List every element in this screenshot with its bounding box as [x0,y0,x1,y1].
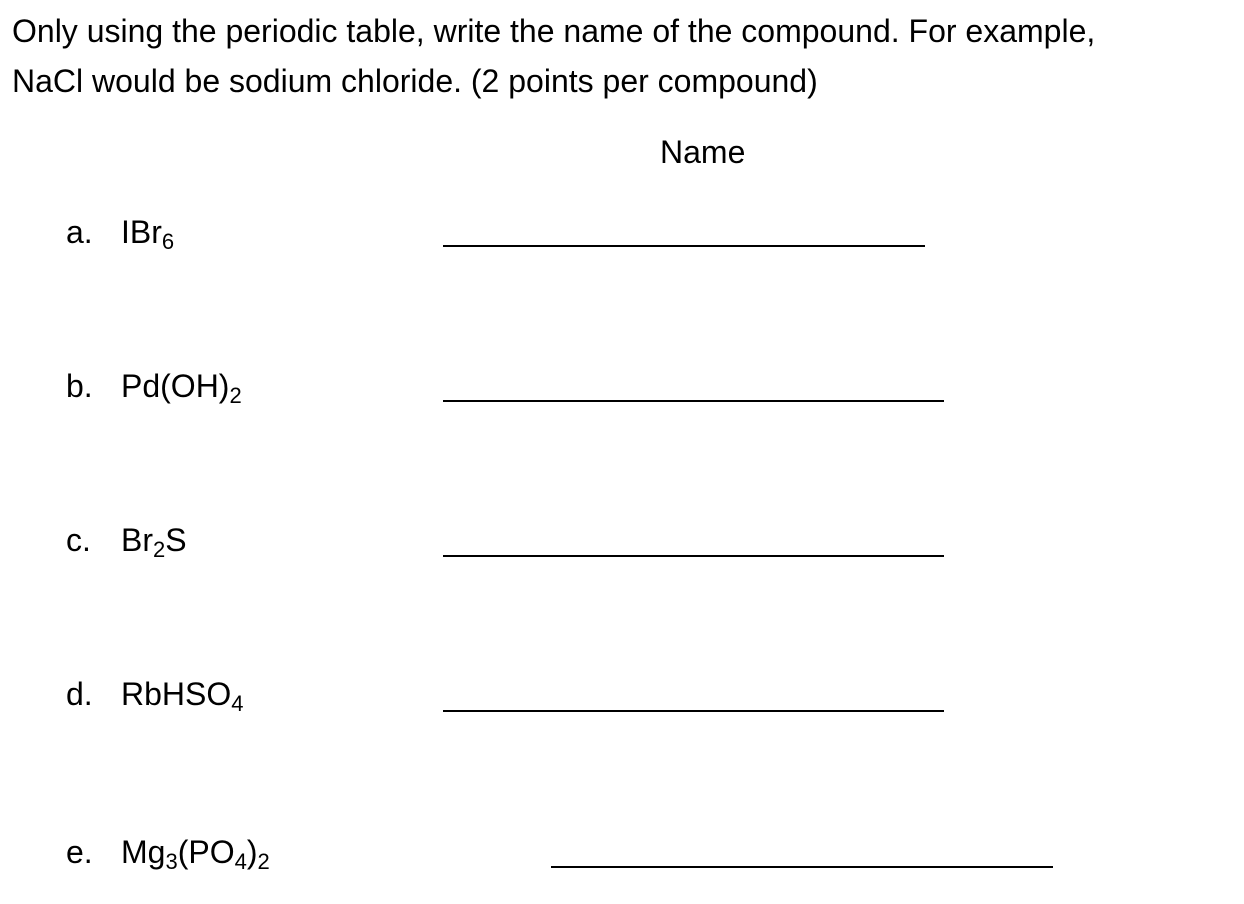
question-letter: c. [66,522,91,558]
question-a [66,212,174,252]
compound-formula [121,676,244,716]
formula-text: ) [246,834,258,870]
name-column-header: Name [660,134,746,170]
formula-subscript: 2 [257,849,270,874]
question-letter: d. [66,676,93,712]
answer-blank-d[interactable] [443,710,944,712]
instructions-text [12,6,1240,106]
answer-blank-c[interactable] [443,555,944,557]
formula-subscript: 4 [231,691,244,716]
formula-text: Br [121,522,153,558]
question-b [66,366,242,406]
answer-blank-a[interactable] [443,245,925,247]
question-letter: e. [66,834,93,870]
formula-subscript: 3 [165,849,178,874]
question-d [66,674,244,714]
formula-text: RbHSO [121,676,232,712]
formula-subscript: 6 [161,229,175,254]
formula-text: Mg [121,834,166,870]
compound-formula [121,522,187,562]
instructions-line-2: NaCl would be sodium chloride. (2 points per compound) [12,63,818,99]
formula-text: (PO [177,834,235,870]
formula-text: S [165,522,187,558]
formula-subscript: 2 [229,383,242,408]
question-letter: a. [66,214,93,250]
question-e [66,832,270,872]
formula-subscript: 2 [153,537,166,562]
formula-text: IBr [121,214,162,250]
compound-formula [121,368,242,408]
question-c [66,520,187,560]
formula-text: Pd(OH) [121,368,230,404]
instructions-line-1: Only using the periodic table, write the name of the compound. For example, [12,13,1096,49]
answer-blank-b[interactable] [443,400,944,402]
question-letter: b. [66,368,93,404]
compound-formula [121,214,175,254]
compound-formula [121,834,270,874]
answer-blank-e[interactable] [551,866,1053,868]
formula-subscript: 4 [234,849,247,874]
